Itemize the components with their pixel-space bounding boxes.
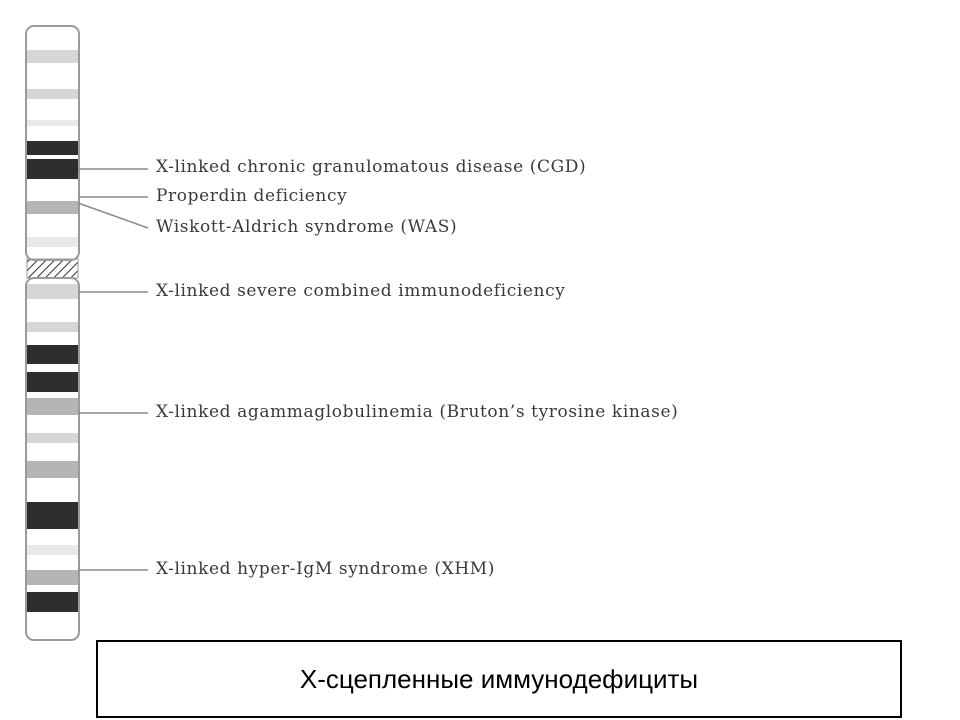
p-arm-band [27, 89, 78, 99]
p-arm-band [27, 201, 78, 214]
caption-text: X-сцепленные иммунодефициты [299, 663, 699, 694]
label-wiskott-aldrich: Wiskott-Aldrich syndrome (WAS) [156, 217, 458, 237]
q-arm-band [27, 592, 78, 612]
p-arm-band [27, 141, 78, 155]
p-arm-band [27, 237, 78, 247]
q-arm-band [27, 284, 78, 299]
p-arm-band [27, 50, 78, 63]
q-arm-band [27, 398, 78, 415]
q-arm-band [27, 372, 78, 392]
q-arm-band [27, 570, 78, 585]
label-xhm: X-linked hyper-IgM syndrome (XHM) [156, 559, 495, 579]
q-arm-band [27, 545, 78, 555]
q-arm-band [27, 322, 78, 332]
centromere-region [27, 259, 78, 278]
label-scid: X-linked severe combined immunodeficiency [156, 281, 566, 301]
caption-box [96, 640, 902, 718]
leader-was [78, 203, 148, 228]
q-arm-band [27, 433, 78, 443]
p-arm-band [27, 120, 78, 126]
label-xla: X-linked agammaglobulinemia (Bruton’s tyrosine kinase) [156, 402, 679, 422]
label-cgd: X-linked chronic granulomatous disease (CGD) [156, 157, 587, 177]
q-arm-band [27, 502, 78, 529]
q-arm-band [27, 461, 78, 478]
p-arm-band [27, 159, 78, 179]
chromosome-q-arm-outline [26, 278, 79, 640]
q-arm-band [27, 345, 78, 364]
label-properdin-deficiency: Properdin deficiency [156, 186, 348, 206]
